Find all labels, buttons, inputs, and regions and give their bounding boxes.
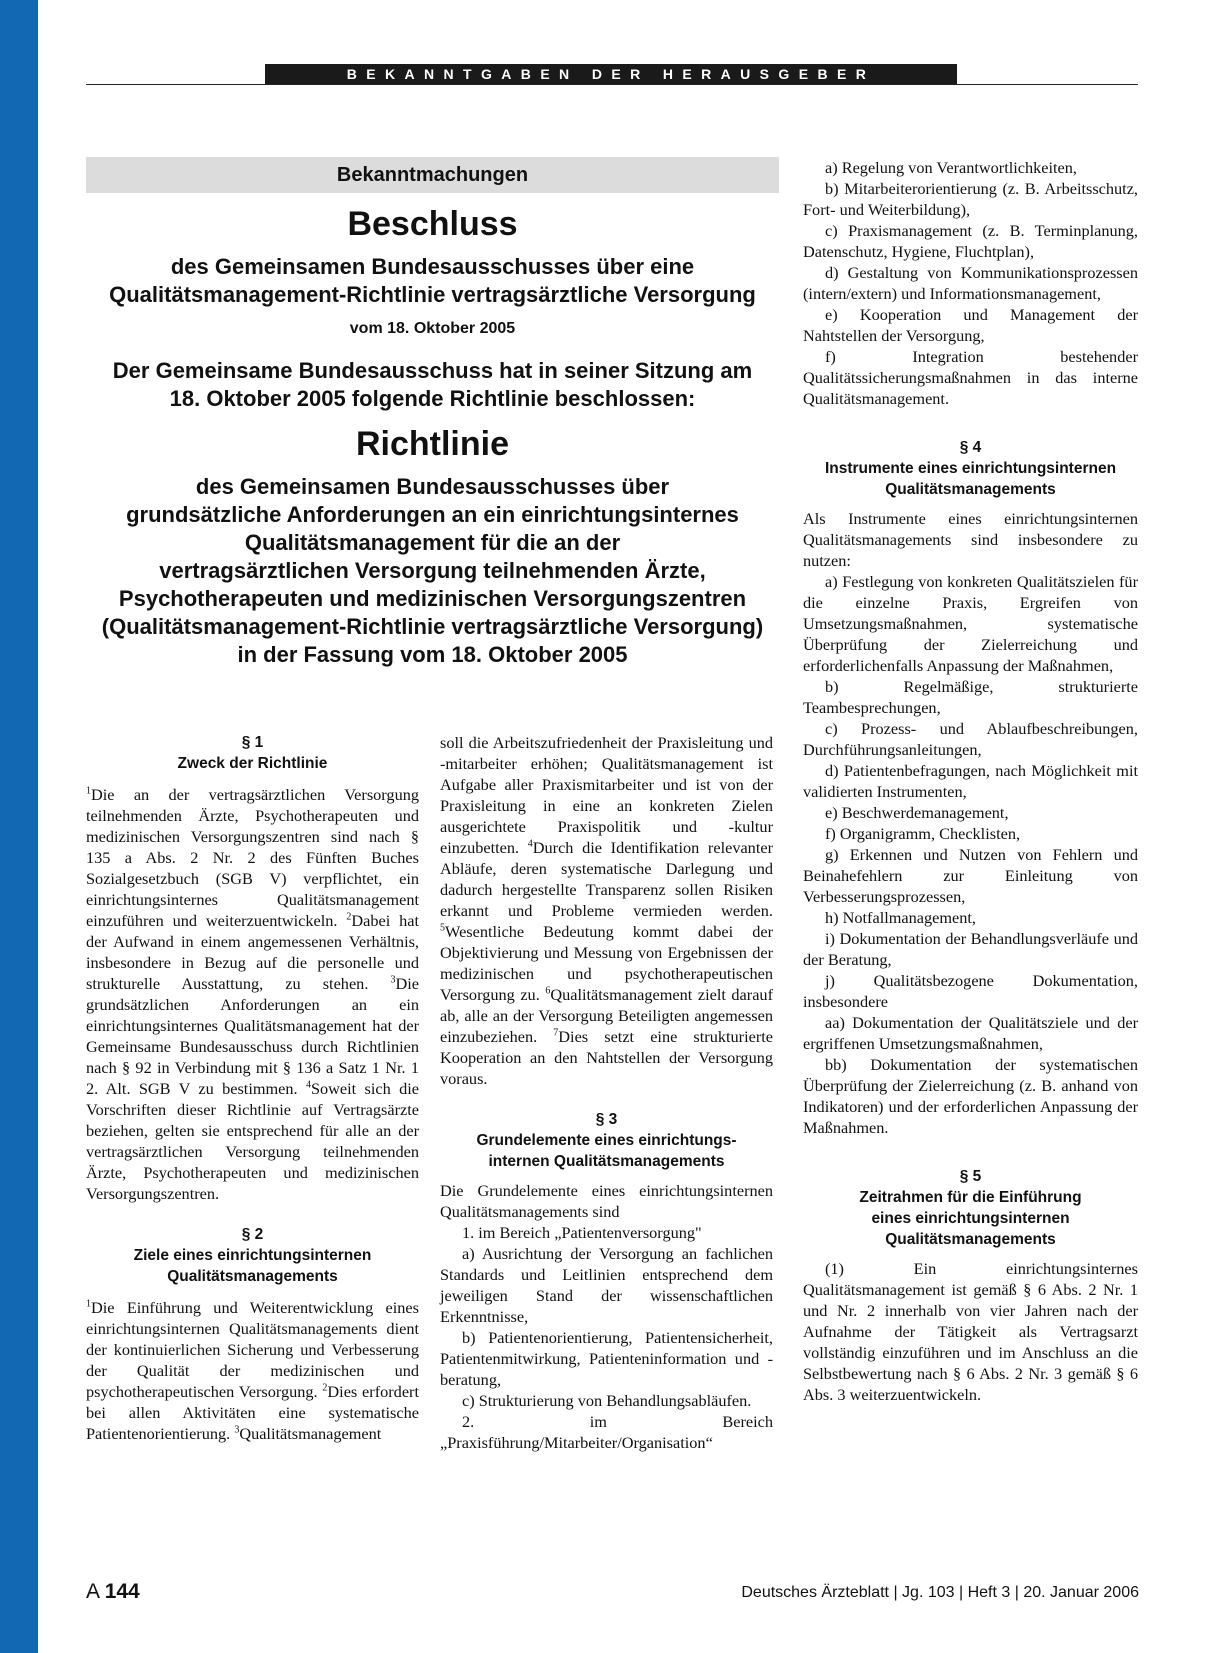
section-4-item-d: d) Patientenbefragungen, nach Möglichkeit mit validierten Instrumenten, (803, 761, 1138, 801)
section-2-title-2: Qualitätsmanagements (167, 1268, 338, 1285)
section-3-item-2f: f) Integration bestehender Qualitätssicherungsmaßnahmen in das interne Qualitätsmanagement. (803, 347, 1138, 408)
guideline-subtitle-5: Psychotherapeuten und medizinischen Versorgungszentren (118, 586, 747, 611)
guideline-subtitle-1: des Gemeinsamen Bundesausschusses über (195, 474, 670, 499)
section-2-title-1: Ziele eines einrichtungsinternen (133, 1247, 372, 1264)
section-4-item-h: h) Notfallmanagement, (825, 908, 976, 927)
section-3-item-2: 2. im Bereich „Praxisführung/Mitarbeiter/Organisation“ (440, 1412, 773, 1452)
section-3-item-2e: e) Kooperation und Management der Nahtstellen der Versorgung, (803, 305, 1138, 345)
section-4-item-f: f) Organigramm, Checklisten, (825, 824, 1021, 843)
section-3-title-1: Grundelemente eines einrichtungs- (476, 1132, 737, 1149)
decision-heading: Beschluss (347, 205, 518, 243)
section-3-number: § 3 (595, 1111, 618, 1128)
section-banner: BEKANNTGABEN DER HERAUSGEBER (265, 64, 957, 84)
section-3-intro: Die Grundelemente eines einrichtungsinternen Qualitätsmanagements sind (440, 1181, 773, 1221)
section-1-title: Zweck der Richtlinie (177, 755, 328, 772)
section-3-item-2b: b) Mitarbeiterorientierung (z. B. Arbeitsschutz, Fort- und Weiterbildung), (803, 179, 1138, 219)
section-5-title-3: Qualitätsmanagements (885, 1231, 1056, 1248)
guideline-subtitle-3: Qualitätsmanagement für die an der (244, 530, 621, 555)
title-block (86, 157, 779, 669)
journal-citation: Deutsches Ärzteblatt | Jg. 103 | Heft 3 | 20. Januar 2006 (741, 1584, 1139, 1601)
section-4-item-e: e) Beschwerdemanagement, (825, 803, 1009, 822)
section-4-item-a: a) Festlegung von konkreten Qualitätszielen für die einzelne Praxis, Ergreifen von Umsetzungsmaßnahmen, systematische Überprüfung der Zielerreichung und erforderlichenfalls Anpassung der Maßnahmen, (803, 572, 1138, 675)
section-3-item-2a: a) Regelung von Verantwortlichkeiten, (825, 158, 1077, 177)
announcement-band: Bekanntmachungen (86, 157, 779, 193)
section-4-item-g: g) Erkennen und Nutzen von Fehlern und Beinahefehlern zur Einleitung von Verbesserungsprozessen, (803, 845, 1138, 906)
section-4-item-c: c) Prozess- und Ablaufbeschreibungen, Durchführungsanleitungen, (803, 719, 1138, 759)
section-4-item-aa: aa) Dokumentation der Qualitätsziele und der ergriffenen Umsetzungsmaßnahmen, (803, 1013, 1138, 1053)
guideline-heading: Richtlinie (355, 425, 510, 463)
column-1 (86, 732, 419, 1444)
section-2-text: $^1$Die Einführung und Weiterentwicklung eines einrichtungsinternen Qualitätsmanagements dient der kontinuierlichen Sicherung und Verbesserung der Qualität der medizinischen und psychotherapeutischen Versorgung. $^2$Dies erfordert bei allen Aktivitäten eine systematische Patientenorientierung. $^3$Qualitätsmanagement (86, 1298, 419, 1443)
left-color-bar (0, 0, 38, 1653)
section-5-title-2: eines einrichtungsinternen (871, 1210, 1070, 1227)
section-2-number: § 2 (241, 1226, 264, 1243)
section-3-item-1c: c) Strukturierung von Behandlungsabläufen. (462, 1391, 752, 1410)
column-2 (440, 732, 773, 1453)
guideline-subtitle-7: in der Fassung vom 18. Oktober 2005 (237, 642, 628, 667)
section-3-item-1b: b) Patientenorientierung, Patientensicherheit, Patientenmitwirkung, Patienteninformation und -beratung, (440, 1328, 773, 1389)
section-4-number: § 4 (959, 439, 982, 456)
section-1-text: $^1$Die an der vertragsärztlichen Versorgung teilnehmenden Ärzte, Psychotherapeuten und medizinischen Versorgungszentren sind nach § 135 a Abs. 2 Nr. 2 des Fünften Buches Sozialgesetzbuch (SGB V) verpflichtet, ein einrichtungsinternes Qualitätsmanagement einzuführen und weiterzuentwickeln. $^2$Dabei hat der Aufwand in einem angemessenen Verhältnis, insbesondere in Bezug auf die personelle und strukturelle Ausstattung, zu stehen. $^3$Die grundsätzlichen Anforderungen an ein einrichtungsinternes Qualitätsmanagement hat der Gemeinsame Bundesausschuss durch Richtlinien nach § 92 in Verbindung mit § 136 a Satz 1 Nr. 1 2. Alt. SGB V zu bestimmen. $^4$Soweit sich die Vorschriften dieser Richtlinie auf Vertragsärzte beziehen, gelten sie entsprechend für alle an der vertragsärztlichen Versorgung teilnehmenden Ärzte, Psychotherapeuten und medizinischen Versorgungszentren. (86, 785, 419, 1203)
section-4-intro: Als Instrumente eines einrichtungsinternen Qualitätsmanagements sind insbesondere zu nutzen: (803, 509, 1138, 570)
intro-line-1: Der Gemeinsame Bundesausschuss hat in seiner Sitzung am (112, 358, 753, 383)
decision-subtitle-1: des Gemeinsamen Bundesausschusses über eine (170, 254, 695, 279)
section-1-number: § 1 (241, 734, 264, 751)
section-3-item-1a: a) Ausrichtung der Versorgung an fachlichen Standards und Leitlinien entsprechend dem jeweiligen Stand der wissenschaftlichen Erkenntnisse, (440, 1244, 773, 1326)
decision-date: vom 18. Oktober 2005 (349, 320, 516, 337)
section-3-item-2d: d) Gestaltung von Kommunikationsprozessen (intern/extern) und Informationsmanagement, (803, 263, 1138, 303)
section-4-item-i: i) Dokumentation der Behandlungsverläufe und der Beratung, (803, 929, 1138, 969)
section-3-item-2c: c) Praxismanagement (z. B. Terminplanung, Datenschutz, Hygiene, Fluchtplan), (803, 221, 1138, 261)
page-number: A 144 (86, 1580, 140, 1603)
section-3-title-2: internen Qualitätsmanagements (488, 1153, 725, 1170)
guideline-subtitle-4: vertragsärztlichen Versorgung teilnehmenden Ärzte, (159, 558, 706, 583)
guideline-subtitle-2: grundsätzliche Anforderungen an ein einrichtungsinternes (126, 502, 739, 527)
section-4-item-bb: bb) Dokumentation der systematischen Überprüfung der Zielerreichung (z. B. anhand von Indikatoren) und der erforderlichen Anpassung der Maßnahmen. (803, 1055, 1138, 1137)
column-3 (803, 157, 1138, 1405)
decision-subtitle-2: Qualitätsmanagement-Richtlinie vertragsärztliche Versorgung (109, 282, 756, 307)
section-2-continued: soll die Arbeitszufriedenheit der Praxisleitung und -mitarbeiter erhöhen; Qualitätsmanagement ist Aufgabe aller Praxismitarbeiter und ist von der Praxisleitung in eine an konkreten Zielen ausgerichtete Praxispolitik und -kultur einzubetten. $^4$Durch die Identifikation relevanter Abläufe, deren systematische Darlegung und dadurch hergestellte Transparenz sollen Risiken erkannt und Probleme vermieden werden. $^5$Wesentliche Bedeutung kommt dabei der Objektivierung und Messung von Ergebnissen der medizinischen und psychotherapeutischen Versorgung zu. $^6$Qualitätsmanagement zielt darauf ab, alle an der Versorgung Beteiligten angemessen einzubeziehen. $^7$Dies setzt eine strukturierte Kooperation an den Nahtstellen der Versorgung voraus. (440, 733, 773, 1088)
section-5-paragraph-1: (1) Ein einrichtungsinternes Qualitätsmanagement ist gemäß § 6 Abs. 2 Nr. 1 und Nr. 2 innerhalb von vier Jahren nach der Aufnahme der Tätigkeit als Vertragsarzt vollständig einzuführen und im Anschluss an die Selbstbewertung nach § 6 Abs. 2 Nr. 3 gemäß § 6 Abs. 3 weiterzuentwickeln. (803, 1259, 1138, 1404)
section-5-title-1: Zeitrahmen für die Einführung (859, 1189, 1082, 1206)
section-4-title-2: Qualitätsmanagements (885, 481, 1056, 498)
header-rule (86, 84, 1138, 85)
section-5-number: § 5 (959, 1168, 982, 1185)
section-4-item-j: j) Qualitätsbezogene Dokumentation, insbesondere (803, 971, 1138, 1011)
section-4-item-b: b) Regelmäßige, strukturierte Teambesprechungen, (803, 677, 1138, 717)
intro-line-2: 18. Oktober 2005 folgende Richtlinie beschlossen: (169, 386, 696, 411)
section-4-title-1: Instrumente eines einrichtungsinternen (824, 460, 1117, 477)
section-3-item-1: 1. im Bereich „Patientenversorgung" (462, 1223, 702, 1242)
guideline-subtitle-6: (Qualitätsmanagement-Richtlinie vertragsärztliche Versorgung) (101, 614, 764, 639)
